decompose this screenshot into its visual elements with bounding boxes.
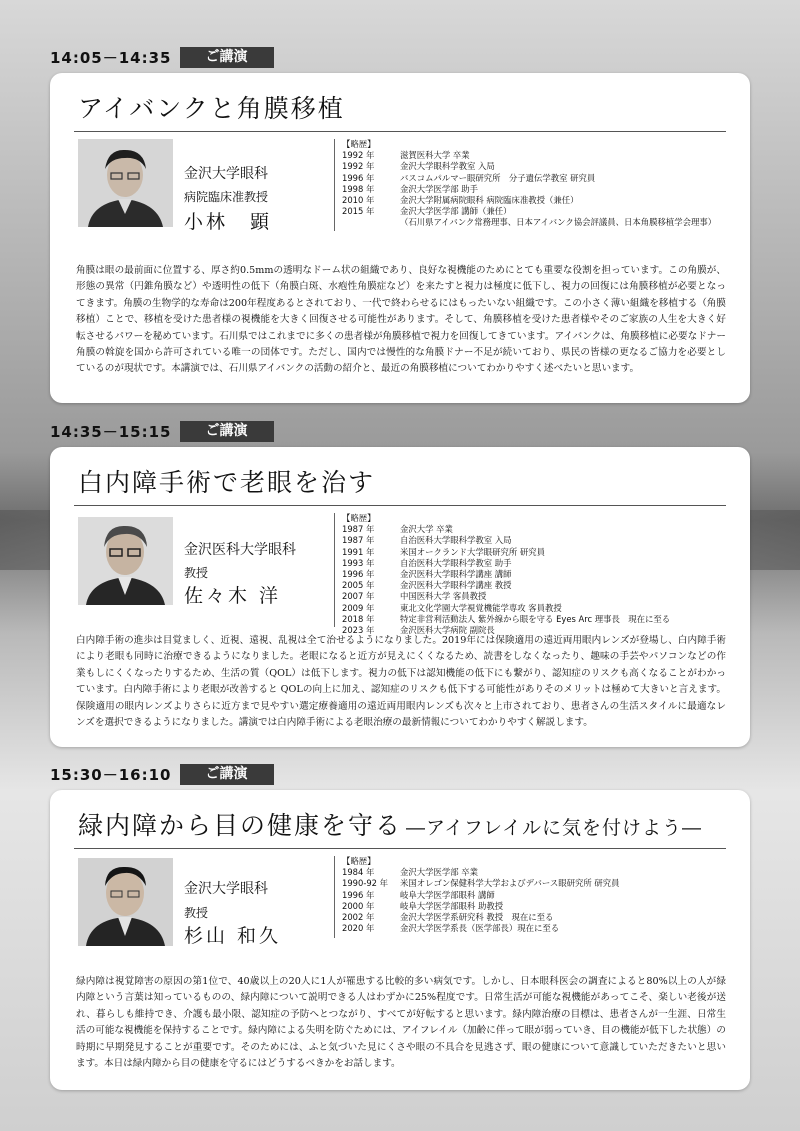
- career-list: [342, 139, 716, 229]
- speaker-name: 杉山 和久: [184, 925, 282, 947]
- lecture-title-main: 緑内障から目の健康を守る: [78, 811, 403, 840]
- session-time: 14:05－14:35: [50, 48, 172, 67]
- speaker-affiliation: 金沢医科大学眼科: [184, 542, 296, 558]
- session-header-2: [50, 420, 274, 442]
- career-row: 1996 年 バスコムパルマー眼研究所 分子遺伝学教室 研究員: [342, 172, 596, 183]
- lecture-title: アイバンクと角膜移植: [78, 94, 345, 123]
- career-heading: 【略歴】: [342, 856, 376, 866]
- career-row: 2015 年 金沢大学医学部 講師（兼任）: [342, 206, 512, 217]
- career-heading: 【略歴】: [342, 139, 376, 149]
- title-rule: [74, 505, 726, 506]
- speaker-name: 佐々木 洋: [184, 585, 282, 607]
- career-list: [342, 513, 670, 636]
- career-row: 1987 年 金沢大学 卒業: [342, 524, 453, 535]
- speaker-name: 小林 顕: [184, 211, 273, 233]
- speaker-affiliation: 金沢大学眼科: [184, 166, 268, 182]
- career-row: 2023 年 金沢医科大学病院 副院長: [342, 625, 495, 636]
- lecture-title: [78, 806, 702, 842]
- speaker-position: 病院臨床准教授: [184, 190, 269, 204]
- lecture-card-1: [50, 73, 750, 403]
- lecture-subtitle: ―アイフレイルに気を付けよう―: [406, 817, 703, 839]
- session-tag: ご講演: [180, 764, 274, 785]
- career-row: 1996 年 金沢医科大学眼科学講座 講師: [342, 569, 512, 580]
- career-row: 2007 年 中国医科大学 客員教授: [342, 591, 487, 602]
- lecture-abstract: 緑内障は視覚障害の原因の第1位で、40歳以上の20人に1人が罹患する比較的多い病気です。しかし、日本眼科医会の調査によると80%以上の人が緑内障という言葉は知っているものの、緑内障について説明できる人はわずかに25%程度です。日常生活が可能な視機能があってこそ、楽しい老後が送れ、暮らしも維持でき、介護も最小限、認知症の予防へとつながり、すべてが好転すると思います。緑内障治療の目標は、患者さんが一生涯、日常生活の可能な視機能を保持することです。緑内障による失明を防ぐためには、アイフレイル（加齢に伴って眼が弱っていき、目の機能が低下した状態）の時期に早期発見することが重要です。そのためには、ふと気づいた見にくさや眼の不具合を見逃さず、眼の健康について意識していただきたいと思います。本日は緑内障から目の健康を守るにはどうするべきかをお話します。: [76, 976, 726, 1070]
- lecture-abstract: 角膜は眼の最前面に位置する、厚さ約0.5mmの透明なドーム状の組織であり、良好な視機能のためにとても重要な役割を担っています。この角膜が、形態の異常（円錐角膜など）や透明性の低下（角膜白斑、水疱性角膜症など）を来たすと視力は極度に低下し、視力の回復には角膜移植が必要となってきます。角膜の生物学的な寿命は200年程度あるとされており、一代で終わらせるにはもったいない組織です。この小さく薄い組織を移植する（角膜移植）ことで、移植を受けた患者様の視機能を大きく回復させる可能性があります。そして、角膜移植を受けた患者様やそのご家族の人生を大きく好転させるパワーを秘めています。石川県ではこれまでに多くの患者様が角膜移植で視力を回復してきています。アイバンクは、角膜移植に必要なドナー角膜の斡旋を国から許可されている唯一の団体です。ただし、国内では慢性的な角膜ドナー不足が続いており、県民の皆様の更なるご協力を必要としているのが現状です。本講演では、石川県アイバンクの活動の紹介と、最近の角膜移植についてわかりやすく述べたいと思います。: [76, 265, 726, 375]
- title-rule: [74, 131, 726, 132]
- career-row: 1992 年 滋賀医科大学 卒業: [342, 150, 470, 161]
- lecture-abstract: 白内障手術の進歩は目覚ましく、近視、遠視、乱視は全て治せるようになりました。2019年には保険適用の遠近両用眼内レンズが登場し、白内障手術により老眼も同時に治療できるようになりました。老眼になると近方が見えにくくなるため、読書をしなくなったり、趣味の手芸やパソコンなどの作業もしにくくなったりするため、生活の質（QOL）は低下します。視力の低下は認知機能の低下にも繋がり、認知症のリスクも高くなることがわかっています。白内障手術により老眼が改善すると QOLの向上に加え、認知症のリスクも低下する可能性がありそのメリットは極めて大きいと言えます。保険適用の眼内レンズよりさらに近方まで見やすい選定療養適用の遠近両用眼内レンズも次々と上市されており、患者さんの生活スタイルに最適なレンズを選択できるようになりました。講演では白内障手術による老眼治療の最新情報についてわかりやすく解説します。: [76, 635, 727, 729]
- lecture-card-2: [50, 447, 750, 747]
- session-tag: ご講演: [180, 47, 274, 68]
- career-row: 1996 年 岐阜大学医学部眼科 講師: [342, 889, 495, 900]
- lecture-title: 白内障手術で老眼を治す: [78, 468, 376, 497]
- career-row: 2009 年 東北文化学園大学視覚機能学専攻 客員教授: [342, 602, 562, 613]
- career-divider: [334, 139, 335, 231]
- career-row: 1993 年 自治医科大学眼科学教室 助手: [342, 557, 512, 568]
- career-row: 1998 年 金沢大学医学部 助手: [342, 183, 479, 194]
- session-header-3: [50, 763, 274, 785]
- lecture-card-3: [50, 790, 750, 1090]
- career-row: 2005 年 金沢医科大学眼科学講座 教授: [342, 580, 512, 591]
- speaker-photo: [78, 517, 173, 605]
- speaker-photo: [78, 858, 173, 946]
- career-row: （石川県アイバンク常務理事、日本アイバンク協会評議員、日本角膜移植学会理事）: [400, 217, 717, 228]
- career-row: 1987 年 自治医科大学眼科学教室 入局: [342, 535, 512, 546]
- session-header-1: [50, 46, 274, 68]
- career-list: [342, 856, 620, 934]
- career-row: 2020 年 金沢大学医学系長（医学部長）現在に至る: [342, 923, 560, 934]
- career-row: 2018 年 特定非営利活動法人 紫外線から眼を守る Eyes Arc 理事長 現在に至る: [342, 613, 671, 624]
- speaker-photo: [78, 139, 173, 227]
- career-row: 1984 年 金沢大学医学部 卒業: [342, 867, 479, 878]
- session-tag: ご講演: [180, 421, 274, 442]
- career-heading: 【略歴】: [342, 513, 376, 523]
- session-time: 15:30－16:10: [50, 765, 172, 784]
- career-row: 2000 年 岐阜大学医学部眼科 助教授: [342, 900, 504, 911]
- speaker-affiliation: 金沢大学眼科: [184, 881, 268, 897]
- career-row: 2002 年 金沢大学医学系研究科 教授 現在に至る: [342, 912, 554, 923]
- career-row: 2010 年 金沢大学附属病院眼科 病院臨床准教授（兼任）: [342, 195, 579, 206]
- session-time: 14:35－15:15: [50, 422, 172, 441]
- career-row: 1990-92 年 米国オレゴン保健科学大学およびデバース眼研究所 研究員: [342, 878, 620, 889]
- speaker-position: 教授: [184, 566, 209, 580]
- career-divider: [334, 856, 335, 938]
- speaker-position: 教授: [184, 906, 209, 920]
- career-row: 1991 年 米国オークランド大学眼研究所 研究員: [342, 546, 546, 557]
- career-row: 1992 年 金沢大学眼科学教室 入局: [342, 161, 495, 172]
- title-rule: [74, 848, 726, 849]
- career-divider: [334, 513, 335, 627]
